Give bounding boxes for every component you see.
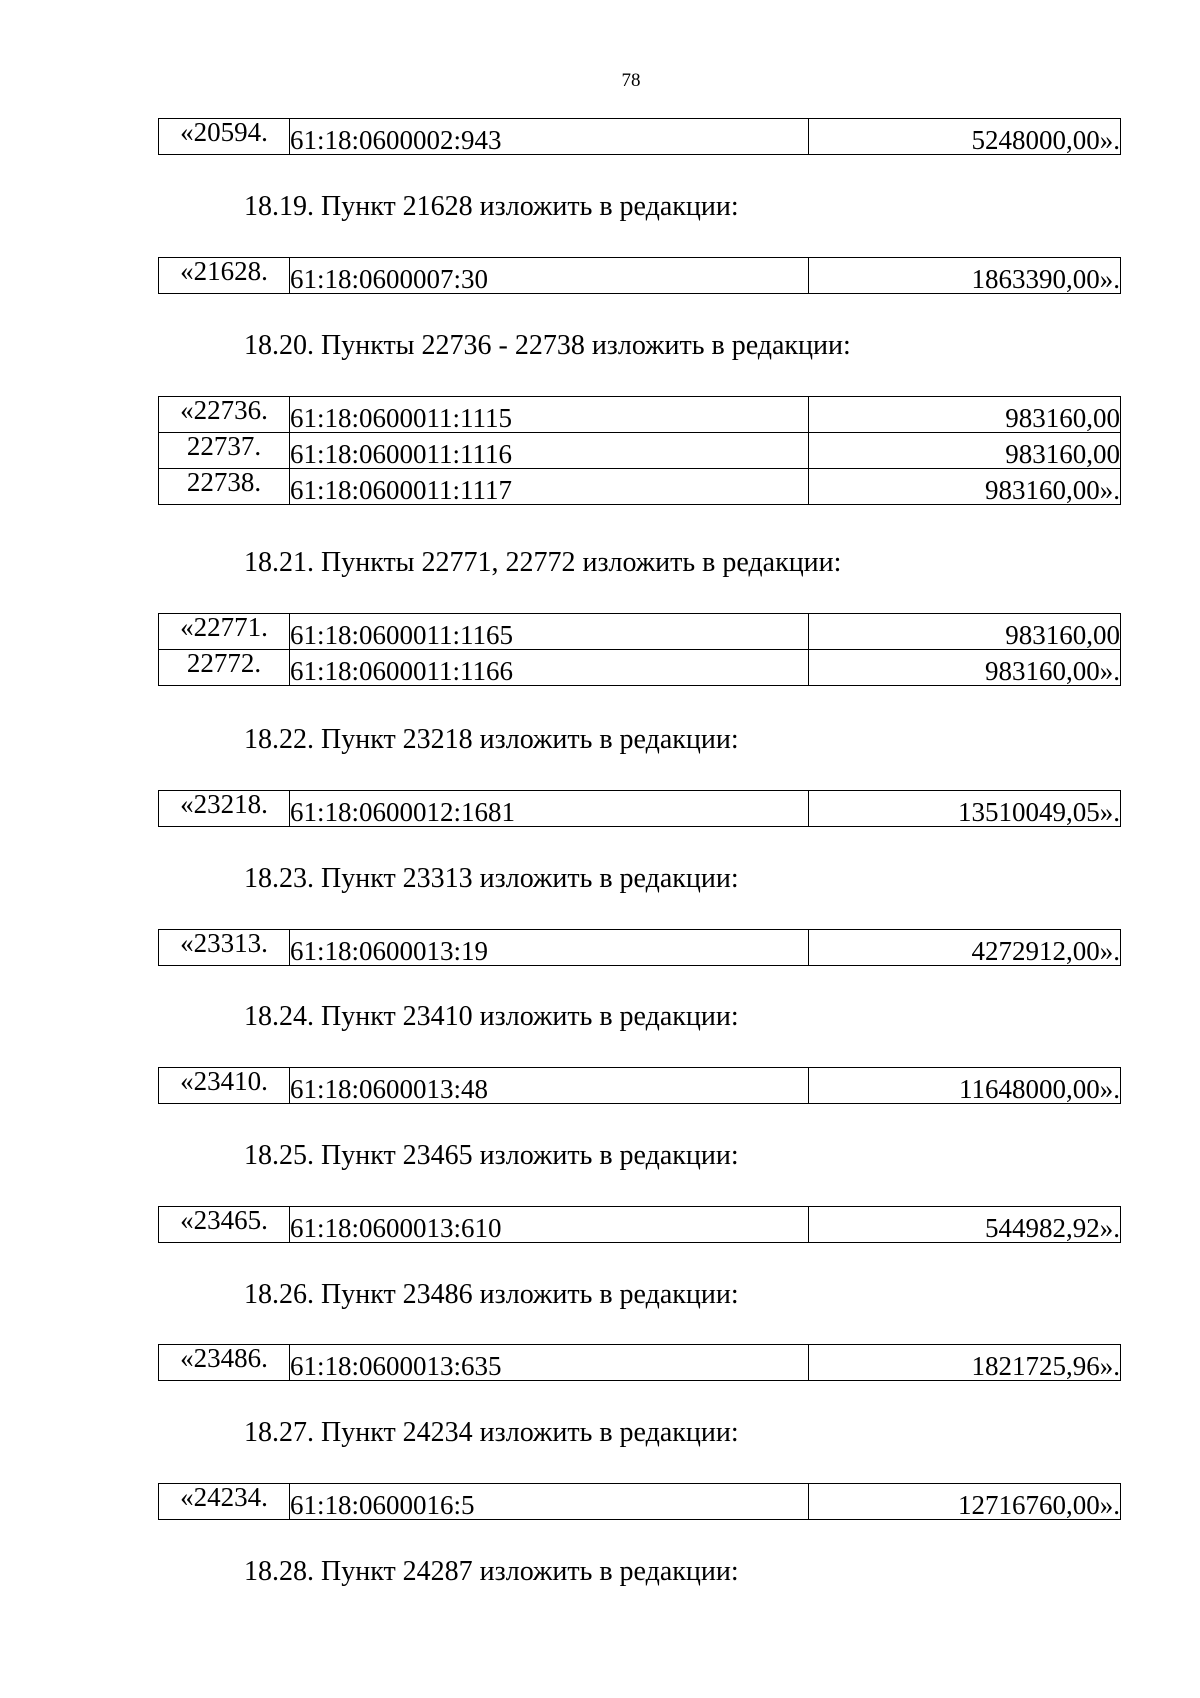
cadastral-value: 983160,00». [809, 650, 1121, 686]
cadastral-number: 61:18:0600013:19 [290, 930, 809, 966]
table-row [159, 650, 1121, 686]
cadastral-number: 61:18:0600011:1166 [290, 650, 809, 686]
cadastral-value: 983160,00 [809, 614, 1121, 650]
cadastral-number: 61:18:0600011:1116 [290, 433, 809, 469]
table-row [159, 119, 1121, 155]
item-number: «21628. [159, 258, 290, 294]
item-number: 22738. [159, 469, 290, 505]
table-row [159, 433, 1121, 469]
amendment-table [158, 1206, 1121, 1243]
section-heading: 18.25. Пункт 23465 изложить в редакции: [244, 1140, 739, 1171]
cadastral-value: 983160,00 [809, 397, 1121, 433]
section-heading: 18.23. Пункт 23313 изложить в редакции: [244, 863, 739, 894]
table-row [159, 614, 1121, 650]
cadastral-number: 61:18:0600011:1115 [290, 397, 809, 433]
table-row [159, 791, 1121, 827]
item-number: «23313. [159, 930, 290, 966]
amendment-table [158, 929, 1121, 966]
amendment-table [158, 257, 1121, 294]
cadastral-number: 61:18:0600012:1681 [290, 791, 809, 827]
amendment-table [158, 1483, 1121, 1520]
amendment-table [158, 613, 1121, 686]
cadastral-value: 1863390,00». [809, 258, 1121, 294]
cadastral-number: 61:18:0600013:635 [290, 1345, 809, 1381]
amendment-table [158, 1344, 1121, 1381]
cadastral-number: 61:18:0600011:1117 [290, 469, 809, 505]
item-number: «24234. [159, 1484, 290, 1520]
cadastral-value: 13510049,05». [809, 791, 1121, 827]
table-row [159, 397, 1121, 433]
cadastral-value: 544982,92». [809, 1207, 1121, 1243]
item-number: «23486. [159, 1345, 290, 1381]
amendment-table [158, 396, 1121, 505]
item-number: 22772. [159, 650, 290, 686]
item-number: 22737. [159, 433, 290, 469]
cadastral-value: 12716760,00». [809, 1484, 1121, 1520]
amendment-table [158, 118, 1121, 155]
cadastral-value: 983160,00 [809, 433, 1121, 469]
cadastral-number: 61:18:0600002:943 [290, 119, 809, 155]
table-row [159, 1484, 1121, 1520]
cadastral-value: 11648000,00». [809, 1068, 1121, 1104]
section-heading: 18.24. Пункт 23410 изложить в редакции: [244, 1001, 739, 1032]
item-number: «23465. [159, 1207, 290, 1243]
section-heading: 18.26. Пункт 23486 изложить в редакции: [244, 1279, 739, 1310]
cadastral-number: 61:18:0600007:30 [290, 258, 809, 294]
section-heading: 18.27. Пункт 24234 изложить в редакции: [244, 1417, 739, 1448]
table-row [159, 469, 1121, 505]
amendment-table [158, 790, 1121, 827]
table-row [159, 1207, 1121, 1243]
item-number: «23410. [159, 1068, 290, 1104]
item-number: «22736. [159, 397, 290, 433]
cadastral-number: 61:18:0600013:610 [290, 1207, 809, 1243]
cadastral-number: 61:18:0600013:48 [290, 1068, 809, 1104]
item-number: «22771. [159, 614, 290, 650]
section-heading: 18.28. Пункт 24287 изложить в редакции: [244, 1556, 739, 1587]
section-heading: 18.20. Пункты 22736 - 22738 изложить в редакции: [244, 330, 851, 361]
page-number: 78 [621, 70, 641, 91]
table-row [159, 1068, 1121, 1104]
item-number: «23218. [159, 791, 290, 827]
cadastral-number: 61:18:0600016:5 [290, 1484, 809, 1520]
cadastral-value: 5248000,00». [809, 119, 1121, 155]
item-number: «20594. [159, 119, 290, 155]
table-row [159, 1345, 1121, 1381]
table-row [159, 930, 1121, 966]
table-row [159, 258, 1121, 294]
cadastral-value: 4272912,00». [809, 930, 1121, 966]
section-heading: 18.21. Пункты 22771, 22772 изложить в редакции: [244, 547, 842, 578]
cadastral-number: 61:18:0600011:1165 [290, 614, 809, 650]
section-heading: 18.22. Пункт 23218 изложить в редакции: [244, 724, 739, 755]
cadastral-value: 983160,00». [809, 469, 1121, 505]
amendment-table [158, 1067, 1121, 1104]
cadastral-value: 1821725,96». [809, 1345, 1121, 1381]
section-heading: 18.19. Пункт 21628 изложить в редакции: [244, 191, 739, 222]
